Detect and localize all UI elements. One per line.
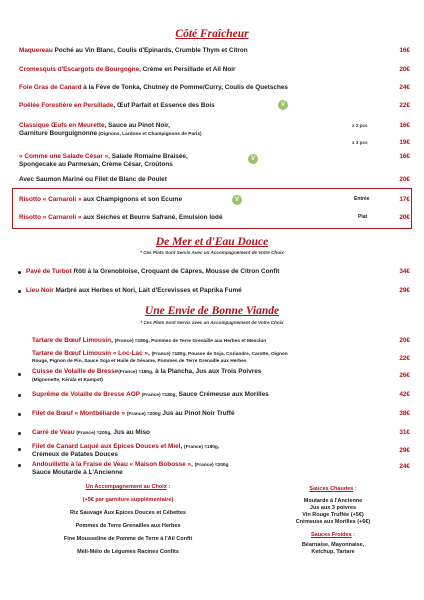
bullet xyxy=(18,413,21,416)
vegetarian-icon: V xyxy=(232,195,242,205)
accompaniment-note: (+5€ par garniture supplémentaire) xyxy=(82,497,174,503)
risotto-frame xyxy=(12,188,412,229)
price: 20€ xyxy=(399,337,410,344)
bullet xyxy=(18,394,21,397)
sauces-block: Sauces Chaudes : Moutarde à l'Ancienne Jus aux 3 poivres Vin Rouge Truffée (+5€) Crémeuse aux Morilles (+6€) Sauces Froides : Béarnaise, Mayonnaise, Ketchup, Tartare xyxy=(270,486,396,556)
price: 16€ xyxy=(399,122,410,129)
price: 17€ xyxy=(399,196,410,203)
sauce-item: Jus aux 3 poivres xyxy=(309,505,357,511)
section-title-viande: Une Envie de Bonne Viande xyxy=(144,305,280,317)
bullet xyxy=(18,290,21,293)
course-label: Plat xyxy=(358,214,368,220)
price: 24€ xyxy=(399,463,410,470)
price: 34€ xyxy=(399,268,410,275)
price: 22€ xyxy=(399,355,410,362)
price: 38€ xyxy=(399,410,410,417)
sauces-froides-title: Sauces Froides xyxy=(310,532,352,538)
accompaniment-item: Fine Mousseline de Pomme de Terre à l'Ail Confit xyxy=(63,536,193,542)
sauces-chaudes-title: Sauces Chaudes xyxy=(309,486,354,492)
price: 29€ xyxy=(399,287,410,294)
sauce-item: Moutarde à l'Ancienne xyxy=(303,498,363,504)
price: 31€ xyxy=(399,429,410,436)
bullet xyxy=(18,271,21,274)
vegetarian-icon: V xyxy=(278,100,288,110)
price: 26€ xyxy=(399,372,410,379)
quantity-label: x 3 pcs xyxy=(352,140,368,145)
accompaniment-item: Riz Sauvage Aux Epices Douces et Cébettes xyxy=(70,510,186,516)
price: 42€ xyxy=(399,391,410,398)
section-subtitle: * Ces Plats Sont Servis avec un Accompagnement de Votre Choix xyxy=(140,320,284,325)
price: 16€ xyxy=(399,47,410,54)
quantity-label: x 2 pcs xyxy=(352,123,368,128)
section-subtitle: * Ces Plats Sont Servis Avec un Accompagnement de Votre Choix xyxy=(140,250,284,255)
price: 29€ xyxy=(399,447,410,454)
price: 24€ xyxy=(399,84,410,91)
bullet xyxy=(18,464,21,467)
sauce-item: Vin Rouge Truffée (+5€) xyxy=(302,512,364,518)
bullet xyxy=(18,373,21,376)
course-label: Entrée xyxy=(354,196,370,202)
price: 20€ xyxy=(399,214,410,221)
sauce-item: Ketchup, Tartare xyxy=(311,549,355,555)
sauce-item: Crémeuse aux Morilles (+6€) xyxy=(295,519,371,525)
vegetarian-icon: V xyxy=(248,154,258,164)
accompaniment-item: Pommes de Terre Grenailles aux Herbes xyxy=(75,523,181,529)
section-title-cote: Côté Fraîcheur xyxy=(175,28,249,40)
accompaniment-item: Méli-Mélo de Légumes Racines Confits xyxy=(77,549,179,555)
price: 20€ xyxy=(399,176,410,183)
accompaniment-title: Un Accompagnement au Choix xyxy=(85,484,167,490)
price: 16€ xyxy=(399,153,410,160)
sauce-item: Béarnaise, Mayonnaise, xyxy=(301,542,365,548)
accompaniment-block: Un Accompagnement au Choix : (+5€ par garniture supplémentaire) Riz Sauvage Aux Epices Douces et Cébettes Pommes de Terre Grenailles aux Herbes Fine Mousseline de Pomme de Terre à l'Ail Confit Méli-Mélo de Légumes Racines Confits xyxy=(28,484,228,556)
bullet xyxy=(18,448,21,451)
bullet xyxy=(18,432,21,435)
section-title-mer: De Mer et d'Eau Douce xyxy=(155,236,269,248)
price: 20€ xyxy=(399,66,410,73)
price: 22€ xyxy=(399,102,410,109)
price: 19€ xyxy=(399,139,410,146)
